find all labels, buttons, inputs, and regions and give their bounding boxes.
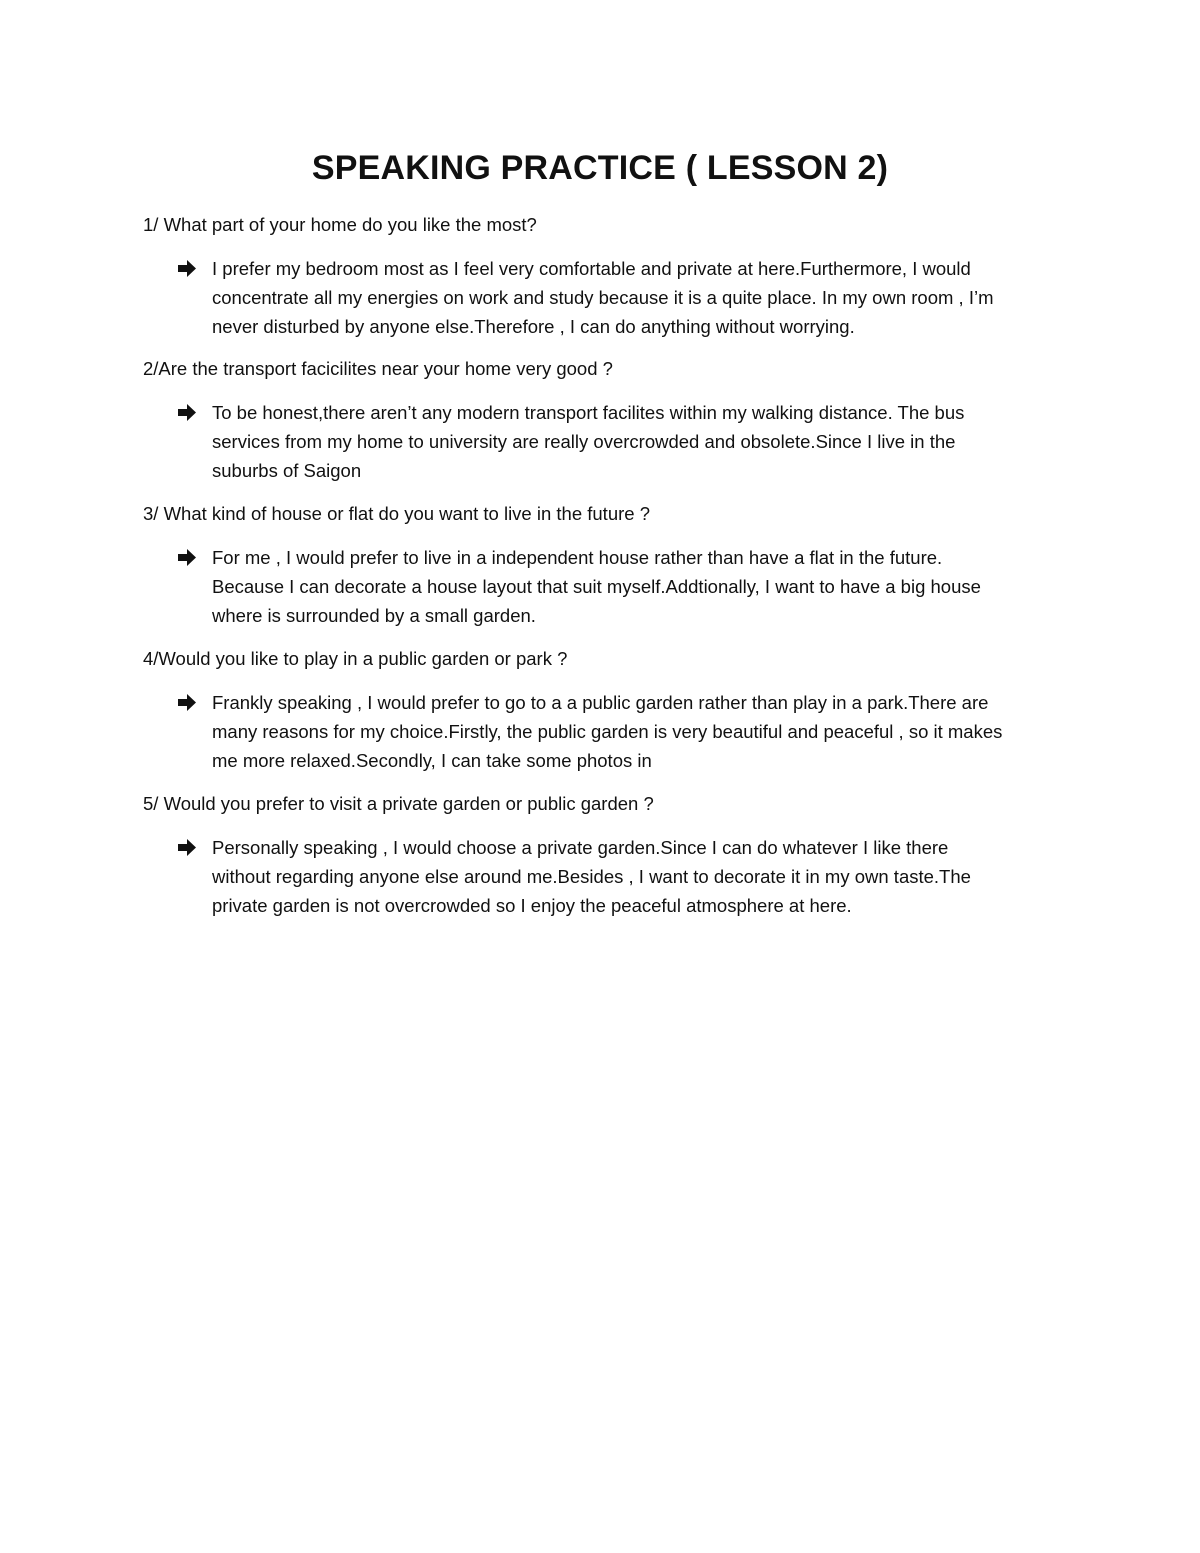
answer-4: [143, 688, 1062, 775]
answer-4-line-1: Frankly speaking , I would prefer to go to a a public garden rather than play in a park.There are: [212, 692, 989, 713]
arrow-right-icon: [176, 254, 198, 283]
qa-block-1: [143, 210, 1063, 341]
answer-1-line-2: concentrate all my energies on work and study because it is a quite place. In my own room , I’m: [212, 287, 994, 308]
document-title: SPEAKING PRACTICE ( LESSON 2): [311, 149, 889, 187]
question-5: 5/ Would you prefer to visit a private garden or public garden ?: [143, 793, 654, 814]
answer-3-line-1: For me , I would prefer to live in a independent house rather than have a flat in the future.: [212, 547, 943, 568]
answer-4-line-3: me more relaxed.Secondly, I can take some photos in: [212, 750, 652, 771]
qa-block-5: [143, 789, 1063, 920]
answer-5: [143, 833, 1062, 920]
question-1: 1/ What part of your home do you like the most?: [143, 214, 537, 235]
answer-2-line-1: To be honest,there aren’t any modern transport facilites within my walking distance. The bus: [212, 402, 965, 423]
qa-block-4: [143, 644, 1063, 775]
answer-5-line-1: Personally speaking , I would choose a private garden.Since I can do whatever I like there: [212, 837, 949, 858]
answer-3-line-3: where is surrounded by a small garden.: [212, 605, 536, 626]
question-3: 3/ What kind of house or flat do you want to live in the future ?: [143, 503, 650, 524]
question-2: 2/Are the transport facicilites near your home very good ?: [143, 358, 613, 379]
qa-block-2: [143, 354, 1063, 485]
answer-4-line-2: many reasons for my choice.Firstly, the public garden is very beautiful and peaceful , so it makes: [212, 721, 1003, 742]
answer-1-line-3: never disturbed by anyone else.Therefore , I can do anything without worrying.: [212, 316, 855, 337]
arrow-right-icon: [176, 543, 198, 572]
answer-3-line-2: Because I can decorate a house layout that suit myself.Addtionally, I want to have a big house: [212, 576, 981, 597]
answer-1: [143, 254, 1062, 341]
answer-3: [143, 543, 1062, 630]
arrow-right-icon: [176, 398, 198, 427]
answer-2-line-2: services from my home to university are really overcrowded and obsolete.Since I live in the: [212, 431, 956, 452]
answer-5-line-3: private garden is not overcrowded so I enjoy the peaceful atmosphere at here.: [212, 895, 852, 916]
arrow-right-icon: [176, 833, 198, 862]
answer-2: [143, 398, 1062, 485]
question-4: 4/Would you like to play in a public garden or park ?: [143, 648, 568, 669]
answer-1-line-1: I prefer my bedroom most as I feel very comfortable and private at here.Furthermore, I would: [212, 258, 971, 279]
answer-5-line-2: without regarding anyone else around me.Besides , I want to decorate it in my own taste.The: [212, 866, 971, 887]
qa-block-3: [143, 499, 1063, 630]
answer-2-line-3: suburbs of Saigon: [212, 460, 362, 481]
arrow-right-icon: [176, 688, 198, 717]
